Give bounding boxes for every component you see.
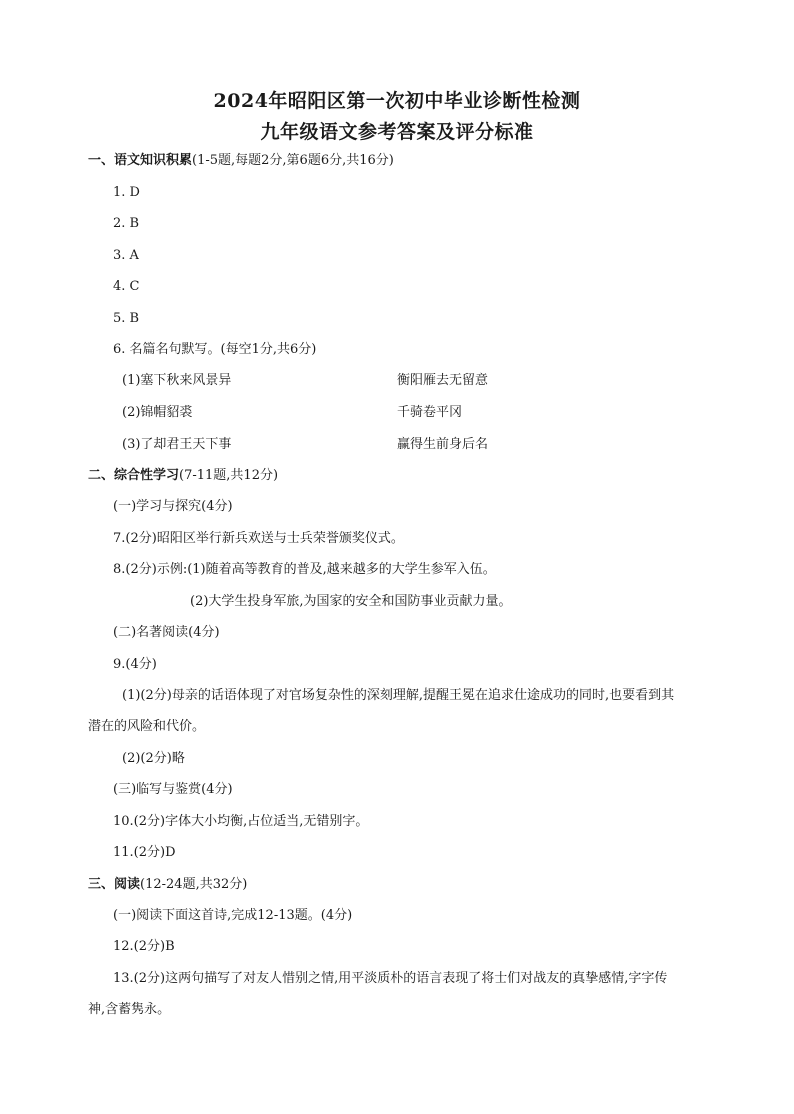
- section-2-part-1: (一)学习与探究(4分): [113, 499, 233, 514]
- question-9: 9.(4分): [113, 657, 157, 672]
- q6-row-3-first: (3)了却君王天下事: [122, 437, 232, 452]
- q6-row-2-first: (2)锦帽貂裘: [122, 405, 193, 420]
- section-1-note: (1-5题,每题2分,第6题6分,共16分): [192, 153, 394, 168]
- section-1-heading: [88, 152, 394, 170]
- section-1-label: 一、语文知识积累: [88, 153, 193, 168]
- document-subtitle: 九年级语文参考答案及评分标准: [260, 121, 534, 143]
- q6-row-2-second: 千骑卷平冈: [397, 405, 463, 420]
- answer-4: 4. C: [113, 279, 140, 294]
- section-3-label: 三、阅读: [88, 877, 141, 892]
- document-title: 2024年昭阳区第一次初中毕业诊断性检测: [213, 90, 581, 112]
- section-2-label: 二、综合性学习: [88, 468, 180, 483]
- section-3-part-1: (一)阅读下面这首诗,完成12-13题。(4分): [113, 908, 353, 923]
- question-13-line-1: 13.(2分)这两句描写了对友人惜别之情,用平淡质朴的语言表现了将士们对战友的真挚感情,字字传: [113, 971, 668, 986]
- section-2-note: (7-11题,共12分): [179, 468, 279, 483]
- section-2-part-2: (二)名著阅读(4分): [113, 625, 220, 640]
- question-8-line-2: (2)大学生投身军旅,为国家的安全和国防事业贡献力量。: [190, 594, 512, 609]
- question-6: 6. 名篇名句默写。(每空1分,共6分): [113, 342, 317, 357]
- section-2-part-3: (三)临写与鉴赏(4分): [113, 782, 233, 797]
- q6-row-1-first: (1)塞下秋来风景异: [122, 373, 232, 388]
- question-10: 10.(2分)字体大小均衡,占位适当,无错别字。: [113, 814, 369, 829]
- answer-1: 1. D: [113, 185, 140, 200]
- q6-row-1: [122, 372, 682, 390]
- section-2-heading: [88, 467, 278, 485]
- section-3-heading: [88, 876, 247, 894]
- q6-row-1-second: 衡阳雁去无留意: [397, 373, 489, 388]
- q6-row-2: [122, 404, 682, 422]
- question-12: 12.(2分)B: [113, 939, 175, 954]
- question-9-1-line-2: 潜在的风险和代价。: [88, 719, 206, 734]
- answer-3: 3. A: [113, 248, 139, 263]
- question-9-1-line-1: (1)(2分)母亲的话语体现了对官场复杂性的深刻理解,提醒王冕在追求仕途成功的同时,也要看到其: [122, 688, 675, 703]
- question-11: 11.(2分)D: [113, 845, 176, 860]
- answer-2: 2. B: [113, 216, 140, 231]
- q6-row-3: [122, 436, 682, 454]
- question-9-2: (2)(2分)略: [122, 751, 185, 766]
- question-7: 7.(2分)昭阳区举行新兵欢送与士兵荣誉颁奖仪式。: [113, 531, 404, 546]
- question-8-line-1: 8.(2分)示例:(1)随着高等教育的普及,越来越多的大学生参军入伍。: [113, 562, 496, 577]
- section-3-note: (12-24题,共32分): [140, 877, 248, 892]
- answer-5: 5. B: [113, 311, 140, 326]
- question-13-line-2: 神,含蓄隽永。: [88, 1002, 171, 1017]
- q6-row-3-second: 赢得生前身后名: [397, 437, 489, 452]
